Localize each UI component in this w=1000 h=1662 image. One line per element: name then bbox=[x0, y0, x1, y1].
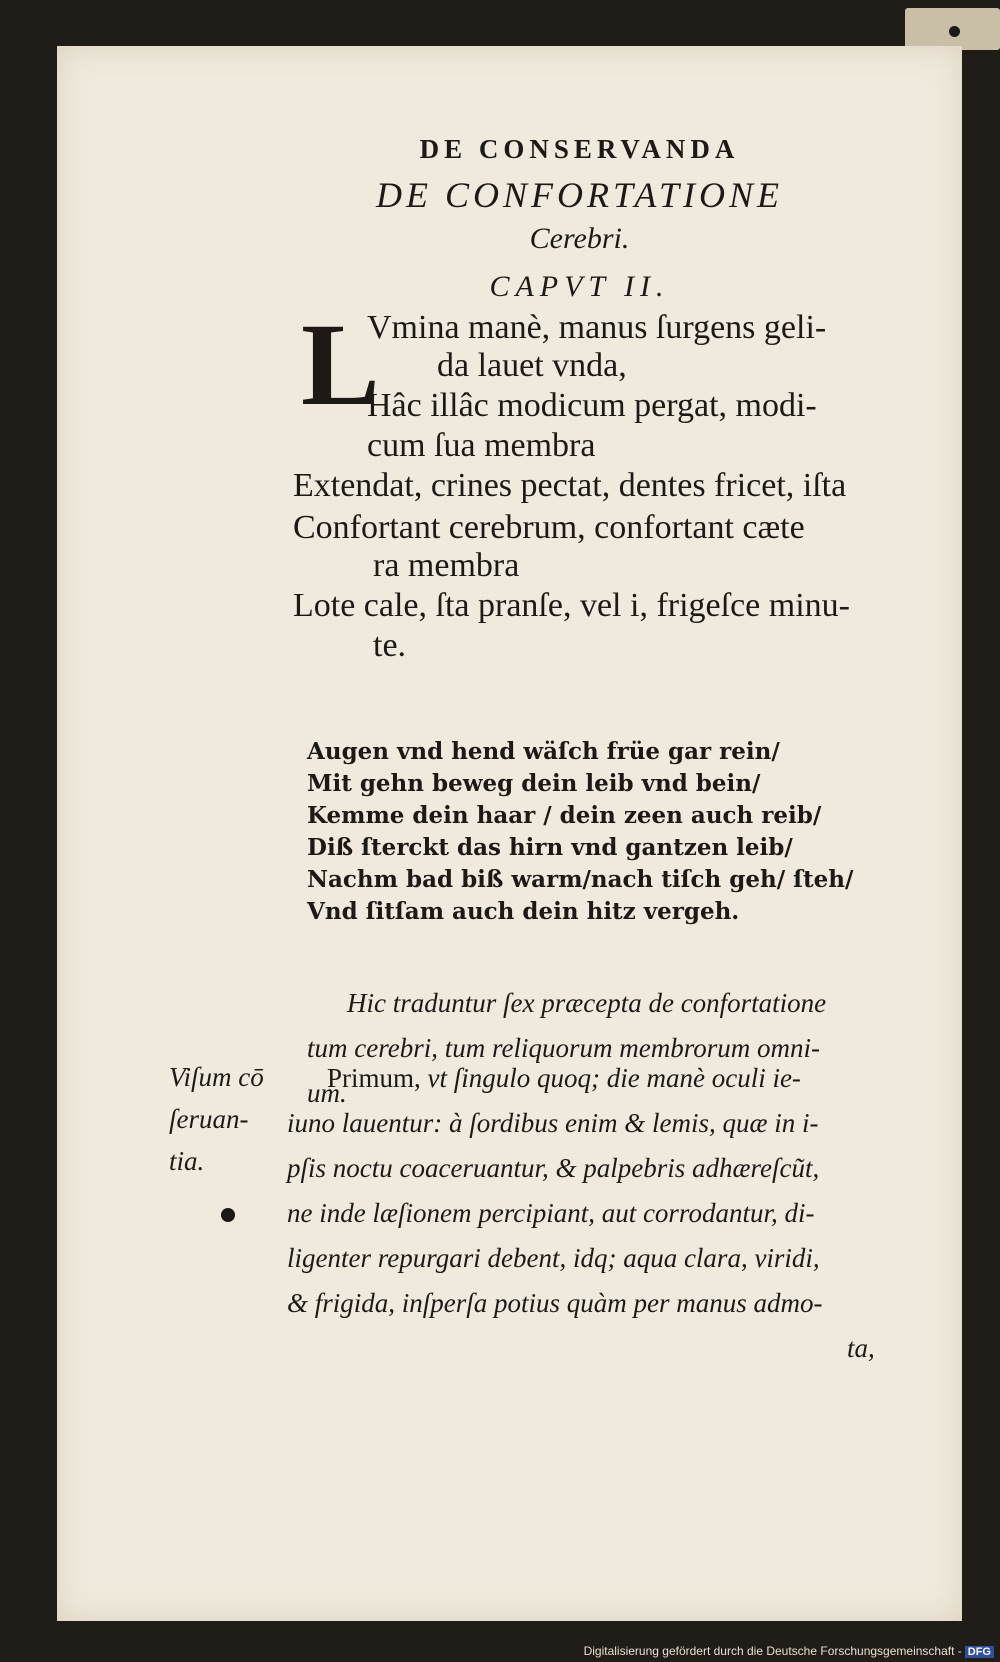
german-line: Nachm bad biß warm/nach tiſch geh/ ſteh/ bbox=[307, 866, 854, 893]
body-line: pſis noctu coaceruantur, & palpebris adhæreſcũt, bbox=[287, 1153, 820, 1183]
chapter-title: DE CONFORTATIONE bbox=[375, 175, 783, 215]
body-line: ta, bbox=[847, 1333, 875, 1363]
verse-line: Vmina manè, manus ſurgens geli- bbox=[367, 309, 827, 346]
body-line-text: vt ſingulo quoq; die manè oculi ie- bbox=[427, 1063, 801, 1093]
verse-line: Confortant cerebrum, confortant cæte bbox=[293, 509, 805, 546]
running-title: DE CONSERVANDA bbox=[419, 134, 740, 164]
body-line: & frigida, inſperſa potius quàm per manus admo- bbox=[287, 1288, 823, 1318]
german-line: Augen vnd hend wäſch früe gar rein/ bbox=[307, 738, 780, 765]
commentary-line: Hic traduntur ſex præcepta de confortatione bbox=[347, 988, 827, 1018]
footer-credit bbox=[584, 1644, 994, 1658]
margin-line: ſeruan- bbox=[169, 1104, 249, 1134]
book-page bbox=[57, 46, 962, 1621]
verse-line: Extendat, crines pectat, dentes fricet, iſta bbox=[293, 467, 847, 504]
chapter-number: CAPVT II. bbox=[489, 270, 670, 303]
german-verse bbox=[307, 736, 853, 928]
verse-line: Lote cale, ſta pranſe, vel i, frigeſce minu- bbox=[293, 587, 850, 624]
body-line: ne inde læſionem percipiant, aut corrodantur, di- bbox=[287, 1198, 815, 1228]
german-line: Mit gehn beweg dein leib vnd bein/ bbox=[307, 770, 761, 797]
dfg-logo: DFG bbox=[965, 1646, 994, 1658]
body-paragraph bbox=[287, 1056, 875, 1371]
body-line: iuno lauentur: à ſordibus enim & lemis, quæ in i- bbox=[287, 1108, 819, 1138]
verse-line: ra membra bbox=[373, 547, 520, 584]
footer-text: Digitalisierung gefördert durch die Deutsche Forschungsgemeinschaft - bbox=[583, 1644, 962, 1658]
clip-hole bbox=[949, 26, 960, 37]
verse-line: cum ſua membra bbox=[367, 427, 596, 464]
chapter-subtitle: Cerebri. bbox=[529, 222, 630, 255]
margin-line: Viſum cō bbox=[169, 1062, 264, 1092]
commentary-line: um. bbox=[307, 1078, 347, 1108]
body-line: ligenter repurgari debent, idq; aqua clara, viridi, bbox=[287, 1243, 820, 1273]
margin-note bbox=[169, 1056, 264, 1182]
body-line bbox=[287, 1056, 875, 1101]
german-line: Diß ſterckt das hirn vnd gantzen leib/ bbox=[307, 834, 793, 861]
german-line: Kemme dein haar / dein zeen auch reib/ bbox=[307, 802, 822, 829]
commentary-line: tum cerebri, tum reliquorum membrorum omni- bbox=[307, 1033, 820, 1063]
page-clip bbox=[905, 8, 1000, 50]
german-line: Vnd ſitſam auch dein hitz vergeh. bbox=[307, 898, 740, 925]
verse-line: da lauet vnda, bbox=[437, 347, 627, 384]
verse-line: Hâc illâc modicum pergat, modi- bbox=[367, 387, 817, 424]
drop-cap: L bbox=[301, 299, 380, 430]
margin-bullet bbox=[221, 1208, 235, 1222]
verse-line: te. bbox=[373, 627, 407, 664]
margin-line: tia. bbox=[169, 1146, 205, 1176]
first-word: Primum, bbox=[327, 1063, 421, 1093]
